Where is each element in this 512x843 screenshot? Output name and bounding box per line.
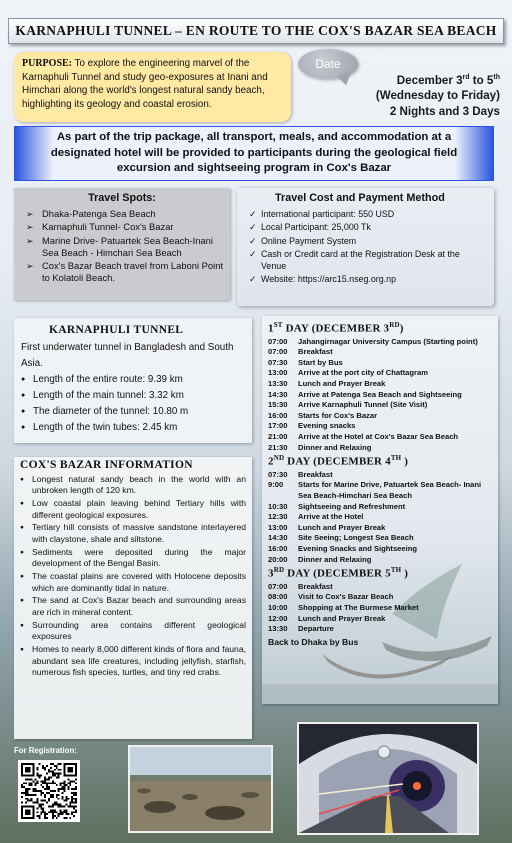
day-close: ) — [401, 455, 409, 468]
entry-time: 12:30 — [268, 512, 288, 522]
day-suffix: ND — [273, 454, 285, 463]
itinerary-entry — [268, 624, 492, 635]
date-bubble-label: Date — [315, 57, 341, 71]
entry-time: 13:30 — [268, 624, 288, 634]
list-item: ✓ Cash or Credit card at the Registration Desk at the Venue — [247, 248, 484, 272]
list-item: ● Length of the twin tubes: 2.45 km — [21, 420, 245, 436]
entry-time: 07:30 — [268, 469, 288, 479]
list-item: ➢ Marine Drive- Patuartek Sea Beach-Inani Sea Beach - Himchari Sea Beach — [20, 235, 224, 259]
tunnel-facts-list — [21, 372, 245, 436]
date-range — [340, 70, 500, 88]
cox-bazar-facts-list — [20, 474, 246, 679]
entry-text: Arrive at the port city of Chattagram — [298, 368, 428, 378]
entry-time: 12:00 — [268, 613, 288, 623]
list-item: ● The coastal plains are covered with Holocene deposits which are dominantly tidal in nature. — [20, 571, 246, 594]
itinerary-entry — [268, 432, 492, 443]
date-weekdays: (Wednesday to Friday) — [375, 89, 500, 103]
entry-time: 07:00 — [268, 581, 288, 591]
entry-text: Jahangirnagar University Campus (Starting point) — [298, 336, 478, 346]
itinerary-entry — [268, 390, 492, 401]
travel-spots-box — [14, 188, 230, 300]
list-item: ✓ International participant: 550 USD — [247, 208, 484, 220]
entry-time: 07:00 — [268, 336, 288, 346]
tunnel-photo — [297, 722, 479, 835]
entry-text: Site Seeing; Longest Sea Beach — [298, 533, 414, 543]
date-duration: 2 Nights and 3 Days — [389, 104, 500, 118]
itinerary-entry — [268, 592, 492, 603]
date-details — [340, 70, 500, 119]
entry-time: 21:00 — [268, 432, 288, 441]
list-item: ● Tertiary hill consists of massive sandstone interlayered with claystone, shale and siltstone. — [20, 522, 246, 545]
itinerary-entry — [268, 582, 492, 593]
date-start-suffix: rd — [462, 74, 470, 81]
purpose-label: PURPOSE: — [22, 58, 72, 69]
day-number: 3 — [268, 567, 274, 580]
date-end: to 5 — [469, 73, 494, 87]
cox-bazar-title: COX'S BAZAR INFORMATION — [20, 459, 193, 471]
itinerary-entry — [268, 614, 492, 625]
day-close: ) — [401, 567, 409, 580]
date-suffix: RD — [389, 321, 400, 329]
package-banner — [14, 126, 494, 181]
list-item: ● Low coastal plain leaving behind Tertiary hills with different geological exposures. — [20, 498, 246, 521]
tunnel-intro: First underwater tunnel in Bangladesh and South Asia. — [21, 342, 234, 369]
itinerary-entry — [268, 400, 492, 411]
website-link[interactable]: ✓ Website: https://arc15.nseg.org.np — [247, 273, 484, 285]
itinerary-entry — [268, 358, 492, 369]
day-1-title — [268, 321, 492, 335]
itinerary-entry — [268, 555, 492, 566]
day-close: ) — [399, 322, 404, 335]
list-item: ✓ Online Payment System — [247, 235, 484, 247]
list-item: ➢ Cox's Bazar Beach travel from Laboni Point to Kolatoli Beach. — [20, 260, 224, 284]
list-item: ● Surrounding area contains different geological exposures — [20, 620, 246, 643]
qr-code-icon[interactable] — [21, 763, 77, 819]
entry-text: Arrive at the Hotel — [298, 512, 364, 522]
cox-bazar-info-box — [14, 457, 252, 739]
entry-text: Breakfast — [298, 347, 333, 357]
travel-cost-box — [237, 188, 494, 306]
entry-text: Dinner and Relaxing — [298, 554, 372, 564]
beach-rocks-image — [130, 747, 271, 831]
entry-time: 07:30 — [268, 357, 288, 367]
list-item: ● Homes to nearly 8,000 different kinds of flora and fauna, abundant sea life creatures, including jellyfish, starfish, numerous fish species, turtles, and tiny red crabs. — [20, 644, 246, 679]
entry-time: 13:00 — [268, 522, 288, 532]
entry-text: Lunch and Prayer Break — [298, 379, 386, 389]
list-item: ● Longest natural sandy beach in the world with an unbroken length of 120 km. — [20, 474, 246, 497]
tunnel-interior-image — [299, 724, 477, 833]
day-suffix: RD — [273, 566, 285, 575]
list-item: ● The sand at Cox's Bazar beach and surrounding areas are rich in mineral content. — [20, 595, 246, 618]
list-item: ● Length of the entire route: 9.39 km — [21, 372, 245, 388]
itinerary-entry — [268, 523, 492, 534]
entry-time: 9:00 — [268, 480, 284, 490]
itinerary-entry — [268, 480, 492, 501]
list-item: ➢ Dhaka-Patenga Sea Beach — [20, 208, 224, 220]
day-2-section — [268, 454, 492, 565]
entry-text: Arrive at Patenga Sea Beach and Sightseeing — [298, 389, 462, 399]
list-item: ➢ Karnaphuli Tunnel- Cox's Bazar — [20, 221, 224, 233]
entry-time: 16:00 — [268, 544, 288, 553]
itinerary-box — [262, 316, 498, 704]
itinerary-entry — [268, 470, 492, 481]
entry-text: Arrive at the Hotel at Cox's Bazar Sea Beach — [298, 432, 459, 441]
entry-time: 13:30 — [268, 379, 288, 389]
entry-text: Starts for Cox's Bazar — [298, 410, 378, 420]
day-3-title — [268, 566, 492, 580]
day-label: DAY (DECEMBER 5 — [284, 567, 391, 580]
itinerary-entry — [268, 337, 492, 348]
entry-text: Lunch and Prayer Break — [298, 522, 386, 532]
date-end-suffix: th — [493, 74, 500, 81]
tunnel-title: KARNAPHULI TUNNEL — [49, 324, 184, 336]
package-text: As part of the trip package, all transport, meals, and accommodation at a designated hotel will be provided to participants during the geological field excursion and sightseeing program in Cox's Bazar — [50, 131, 458, 175]
entry-text: Evening Snacks and Sightseeing — [298, 544, 418, 553]
entry-text: Arrive Karnaphuli Tunnel (Site Visit) — [298, 400, 428, 410]
itinerary-entry — [268, 368, 492, 379]
date-suffix: TH — [390, 566, 402, 575]
day-suffix: ST — [273, 321, 283, 329]
itinerary-entry — [268, 421, 492, 432]
list-item: ● The diameter of the tunnel: 10.80 m — [21, 404, 245, 420]
date-start: December 3 — [396, 73, 463, 87]
beach-photo — [128, 745, 273, 833]
travel-cost-list — [247, 208, 484, 285]
itinerary-entry — [268, 603, 492, 614]
entry-time: 17:00 — [268, 421, 288, 431]
page-title-text: KARNAPHULI TUNNEL – EN ROUTE TO THE COX'S BAZAR SEA BEACH — [15, 23, 497, 38]
entry-time: 20:00 — [268, 554, 288, 564]
entry-text: Breakfast — [298, 581, 333, 591]
entry-text: Dinner and Relaxing — [298, 442, 372, 452]
entry-time: 14:30 — [268, 533, 288, 543]
entry-text: Departure — [298, 624, 334, 634]
travel-spots-list — [20, 208, 224, 284]
entry-text: Visit to Cox's Bazar Beach — [298, 592, 394, 602]
registration-label: For Registration: — [14, 746, 77, 755]
entry-time: 16:00 — [268, 410, 288, 420]
entry-text: Start by Bus — [298, 357, 343, 367]
day-number: 1 — [268, 322, 274, 335]
itinerary-entry — [268, 533, 492, 544]
list-item: ● Sediments were deposited during the major development of the Bengal Basin. — [20, 547, 246, 570]
entry-text: Breakfast — [298, 469, 333, 479]
itinerary-entry — [268, 411, 492, 422]
entry-text: Lunch and Prayer Break — [298, 613, 386, 623]
itinerary-entry — [268, 347, 492, 358]
entry-time: 14:30 — [268, 389, 288, 399]
entry-time: 10:30 — [268, 501, 288, 511]
list-item: ● Length of the main tunnel: 3.32 km — [21, 388, 245, 404]
registration-qr-code[interactable] — [18, 760, 80, 822]
date-suffix: TH — [390, 454, 402, 463]
day-3-section — [268, 566, 492, 635]
entry-text: Shopping at The Burmese Market — [298, 603, 419, 613]
list-item: ✓ Local Participant: 25,000 Tk — [247, 221, 484, 233]
tunnel-info-box — [14, 318, 252, 443]
purpose-text: To explore the engineering marvel of the Karnaphuli Tunnel and study geo-exposures at Inani and Himchari along the world's longest natural sandy beach, highlighting its geology and coastal erosion. — [22, 58, 268, 110]
page-title — [8, 18, 504, 44]
day-2-title — [268, 454, 492, 468]
itinerary-entry — [268, 443, 492, 454]
day-number: 2 — [268, 455, 274, 468]
itinerary-entry — [268, 512, 492, 523]
purpose-box — [14, 52, 291, 122]
entry-time: 10:00 — [268, 603, 288, 613]
entry-text: Starts for Marine Drive, Patuartek Sea Beach- Inani Sea Beach-Himchari Sea Beach — [298, 480, 482, 501]
entry-time: 08:00 — [268, 592, 288, 602]
travel-cost-title: Travel Cost and Payment Method — [275, 192, 445, 204]
entry-time: 21:30 — [268, 442, 288, 452]
entry-text: Evening snacks — [298, 421, 356, 431]
itinerary-entry — [268, 544, 492, 555]
entry-text: Sightseeing and Refreshment — [298, 501, 406, 511]
day-1-section — [268, 321, 492, 453]
travel-spots-title: Travel Spots: — [88, 192, 156, 204]
return-note: Back to Dhaka by Bus — [268, 636, 359, 647]
itinerary-entry — [268, 379, 492, 390]
entry-time: 07:00 — [268, 347, 288, 357]
day-label: DAY (DECEMBER 4 — [284, 455, 391, 468]
itinerary-entry — [268, 502, 492, 513]
entry-time: 15:30 — [268, 400, 288, 410]
day-label: DAY (DECEMBER 3 — [282, 322, 390, 335]
entry-time: 13:00 — [268, 368, 288, 378]
